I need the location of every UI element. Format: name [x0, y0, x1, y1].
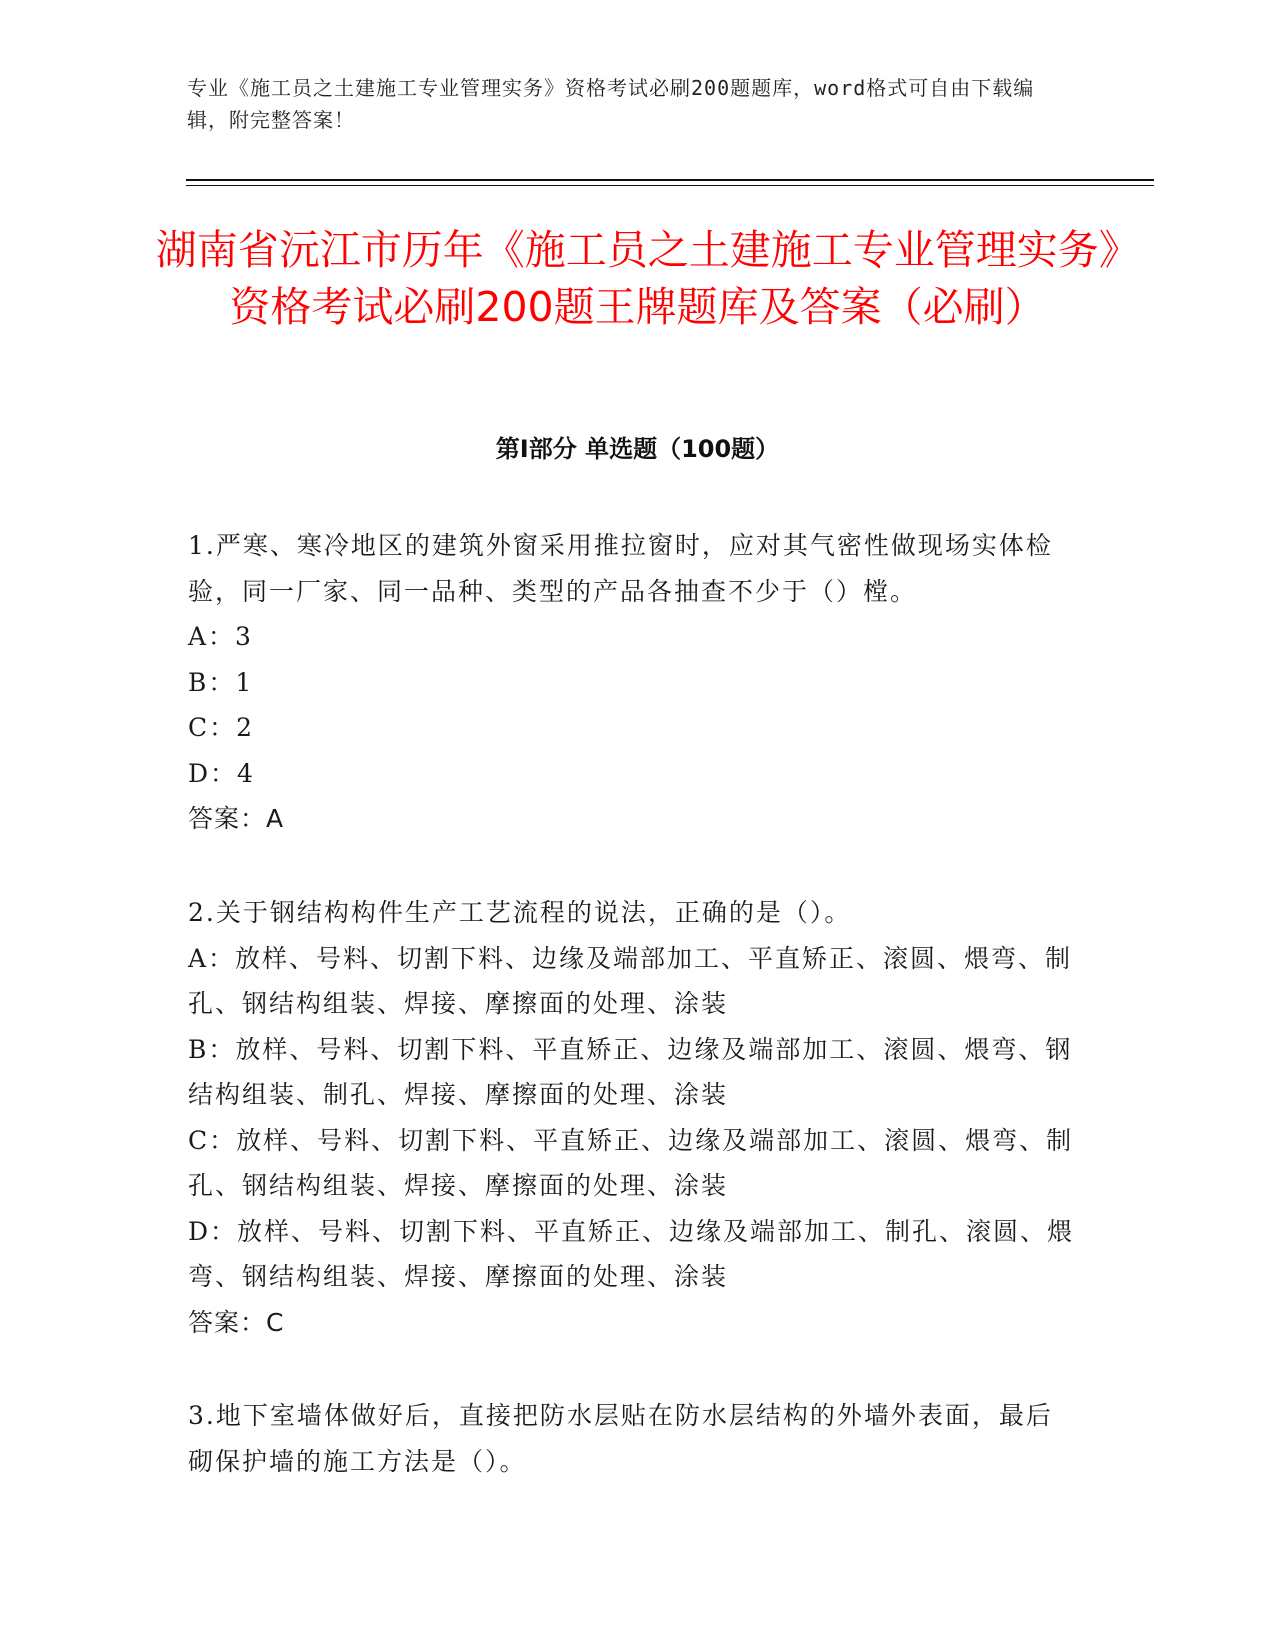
section-heading: 第Ⅰ部分 单选题（100题） — [495, 435, 780, 463]
option-a: A：放样、号料、切割下料、边缘及端部加工、平直矫正、滚圆、煨弯、制孔、钢结构组装、焊接、摩擦面的处理、涂装 — [188, 943, 1073, 1018]
header-divider-thick — [186, 179, 1154, 181]
header-note: 专业《施工员之土建施工专业管理实务》资格考试必刷200题题库，word格式可自由下载编辑，附完整答案！ — [187, 76, 1035, 132]
question-3 — [188, 1393, 1078, 1484]
question-stem: 3.地下室墙体做好后，直接把防水层贴在防水层结构的外墙外表面，最后砌保护墙的施工方法是（）。 — [188, 1401, 1053, 1476]
option-c: C：放样、号料、切割下料、平直矫正、边缘及端部加工、滚圆、煨弯、制孔、钢结构组装、焊接、摩擦面的处理、涂装 — [188, 1125, 1074, 1200]
question-stem: 1.严寒、寒冷地区的建筑外窗采用推拉窗时，应对其气密性做现场实体检验，同一厂家、同一品种、类型的产品各抽查不少于（）樘。 — [188, 531, 1053, 606]
question-stem: 2.关于钢结构构件生产工艺流程的说法，正确的是（）。 — [188, 898, 852, 927]
document-title: 湖南省沅江市历年《施工员之土建施工专业管理实务》资格考试必刷200题王牌题库及答案（必刷） — [155, 226, 1120, 331]
option-c: C：2 — [188, 713, 255, 742]
question-2 — [188, 890, 1078, 1345]
answer: 答案：C — [188, 1307, 285, 1337]
question-1 — [188, 523, 1078, 842]
answer: 答案：A — [188, 804, 285, 833]
option-a: A：3 — [188, 622, 253, 651]
option-d: D：4 — [188, 758, 255, 788]
option-d: D：放样、号料、切割下料、平直矫正、边缘及端部加工、制孔、滚圆、煨弯、钢结构组装、焊接、摩擦面的处理、涂装 — [188, 1216, 1075, 1291]
option-b: B：放样、号料、切割下料、平直矫正、边缘及端部加工、滚圆、煨弯、钢结构组装、制孔、焊接、摩擦面的处理、涂装 — [188, 1034, 1073, 1109]
option-b: B：1 — [188, 667, 254, 697]
header-divider-thin — [186, 185, 1154, 186]
